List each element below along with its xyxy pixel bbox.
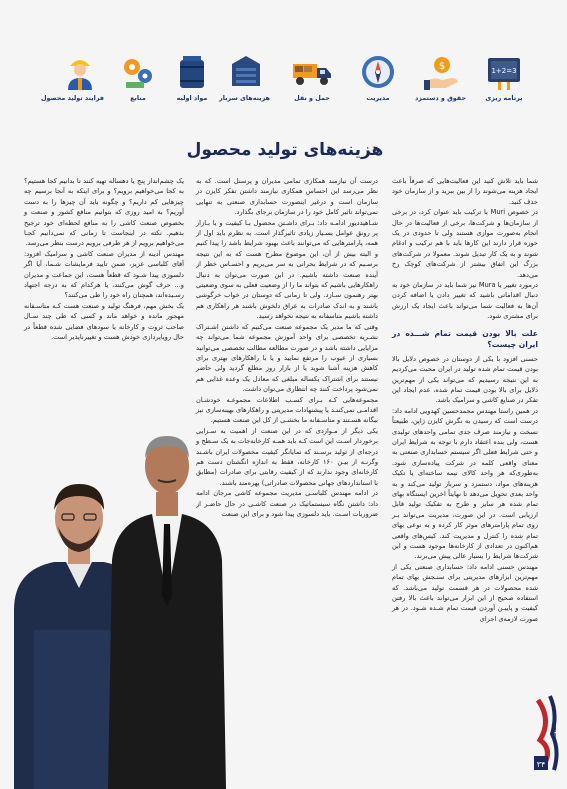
paragraph: شما باید تلاش کنید این فعالیت‌هایی که صرفاً باعث ایجاد هزینه می‌شوند را از بین ببرید و از سازمان خود حذف کنید. — [392, 177, 538, 206]
cost-stack-icon — [226, 52, 266, 92]
issue-number: ۳۴ — [536, 760, 546, 769]
icon-label: مدیریت — [366, 94, 390, 102]
icon-item-overhead — [219, 52, 270, 116]
icon-item-raw-materials — [168, 52, 216, 116]
paragraph: یک چشم‌انداز پنج یا دهساله تهیه کنند تا بدانیم کجا هستیم؟ به کجا می‌خواهیم برویم؟ و برای اینکه به آنجا برسیم چه چیزهایی کم داریم؟ و چگونه باید آن چیزها را به دست آوریم؟ به امید روزی که بتوانیم منافع کشور و صنعت و بخصوص صنعت کاشی را به منافع لحظه‌ای خود ترجیح بدهیم. نکته در اینجاست تا زمانی که نمی‌دانیم کجـا می‌خواهیم برویم از هر طرفی برویم درست بنظر می‌رسد. — [24, 177, 184, 248]
icon-item-management — [354, 52, 402, 116]
magazine-label: ماهنامه — [551, 720, 558, 740]
compass-icon — [358, 52, 398, 92]
icon-item-wages — [414, 52, 466, 116]
icon-label: منابع — [130, 94, 146, 102]
article-title-wrap — [150, 140, 420, 164]
paragraph: یک بخش مهم، فرهنگ تولید و صنعت هست کـه متاسـفانه مهجور مانده و خواهد ماند و کسی که طی چند سـال صاحب ثروت و کارخانه یا سودهای فضایی شده قطعاً در حال رویاپردازی خودش هست و تغییرناپذیر است. — [24, 301, 184, 342]
paragraph: حسنی افزود با یکی از دوستان در خصوص دلایل بالا بودن قیمت تمام شده تولید در ایران محبت می‌کردیم به این نتیجه رسیدیم که می‌تواند یکی از مهم‌ترین دلایل برای بالا بودن قیمت تمام شده، عدم ایجاد این تفکر در صنایع کاشی و سرامیک باشد. — [392, 354, 538, 405]
paragraph: در ادامه مهندس کلباسـی مدیریت مجموعه کاشی مرجان ادامه داد: داشتن نگاه سیستماتیک در صنعت کاشـی در حال حاضـر از ضروریات اسـت. باید دلسوزی پیدا شود و برای این صنعت — [196, 489, 378, 518]
barrels-icon — [174, 52, 210, 92]
icon-label: حقوق و دستمزد — [414, 94, 466, 102]
icon-label: مواد اولیه — [176, 94, 208, 102]
icon-item-production — [40, 52, 104, 116]
magazine-issue-badge — [532, 690, 562, 776]
paragraph: مجموعه‌هایی کـه بـرای کسـب اطلاعات مجموعـه خودشـان اقدامـی نمی‌کننـد یا پیشنهادات مدیریتی و راهکارهای بهینه‌سازی نیز بیگانه هسـتند و متاسـفانه ما بخشـی از کل این صنعت هستیم. — [196, 395, 378, 425]
article-title: هزینه‌های تولید محصول — [186, 140, 384, 160]
person-photo-man-in-suit — [108, 400, 226, 789]
text-column-left — [24, 176, 184, 343]
icon-label: هزینه‌های سربار — [219, 94, 270, 102]
paragraph: وقتی که ما مدیر یک مجموعه صنعت می‌کنیم که داشتن اشـتراک نشـریه تخصصی برای واحد آموزش مجموعه شما می‌تواند چه مزایایی داشته باشد و در صورت مطالعه مطالب تخصصی می‌توانید بسیاری از عیوب را مرتفع نمایید و یا با راهکارهای بهتری برای کاهش هزینه آشنا شوید یا از بازار روز مطلع گردید ولی حاضر نیستند برای اشتراک یکساله مبلغی که معادل یک وعده غذایی هم نمی‌شود پرداخت کنند چه انتظاری می‌توان داشت. — [196, 322, 378, 394]
truck-icon — [290, 52, 334, 92]
calendar-board-icon — [484, 52, 524, 92]
cost-icons-row — [40, 52, 542, 116]
icon-label: حمل و نقل — [294, 94, 330, 102]
icon-label: فرایند تولید محصول — [40, 94, 104, 102]
text-column-right — [392, 176, 538, 624]
icon-label: برنامه ریزی — [485, 94, 523, 102]
paragraph: در خصوص Muri یا ترکیب باید عنوان کرد، در برخی از سازمان‌ها و شرکت‌ها، برخی از فعالیت‌ها در حال انجام به‌صورت موازی هستند ولی تا حدودی در یک حوزه قرار دارند این کارها باید با هم ترکیب و ادغام شوند و به یک کار تبدیل شوند. معمولا در شرکت‌های بزرگ این اتفاق بیشتر از شرکت‌های کوچک رخ می‌دهد. — [392, 208, 538, 279]
icon-item-resources — [114, 52, 162, 116]
paragraph: درمورد تغییر یا Mura نیز شما باید در سازمان خود به دنبال اقداماتی باشید که تغییر دادن یا اضافه کردن آن‌ها به فعالیت شما می‌تواند باعث ایجاد یک ارزش برای مشتری شود. — [392, 281, 538, 321]
section-heading: علت بالا بودن قیمت تمام شـــده در ایران چیست؟ — [392, 328, 538, 349]
paragraph: مهندس آدینه از مدیران صنعت کاشی و سرامیک افزود: آقای کلباسی عزیز، ضمن تایید فرمایشات شـما، آیا اگر دلسوزی پیدا شـود که قطعاً هست، این جماعت و مدیران و... حرف گوش می‌کنند، یا هرکدام که به درجه اجتهاد رسـیده‌اند، همچنان راه خود را طی می‌کنند؟ — [24, 249, 184, 300]
paragraph: مهندس حسنی ادامه داد: حسابداری صنعتی یکی از مهم‌ترین ابزارهای مدیریتی برای سنـجش بهای تمام شده محصولات در هر قسمت تولید می‌باشد. که استفاده صحیح از این ابزار می‌تواند باعث بالا رفتن کیفیت و پاییـن آوردن قیمت تمام شـده شـود. در هر صورت لازمه‌ی اجرای — [392, 562, 538, 623]
svg-text:1+2=3: 1+2=3 — [491, 67, 517, 75]
icon-item-planning — [480, 52, 528, 116]
worker-icon — [60, 52, 100, 92]
paragraph: در همین راستا مهندس محمدحسین کهدویی ادامه داد: درست است که رسیدن به نگرش کایزن ژاپن، طبیعتاً نسخت و نیازمند صرف جدی تمامی واحدهای تولیدی هست، ولی بنده اعتقاد دارم با توجه به شرایط ایران و حتی شرایط فعلی اگر سیستم حسابداری صنعتی به معنای واقعی کلمه در شرکت پیاده‌سازی شود. به‌طوری‌که هر واحد کالای نیمه ساخته‌ای یا تکیک هزینه‌های مواد، دستمزد و سربار تولید می‌کند و به واحد بعدی تحویل می‌دهد تا نهایتاً اخرین ایستگاه بهای تمام شده هر سایز و طرح به تفکیک تولید قابل ارزیابی است. در این صورت، مدیریت می‌تواند بـر روی تمام پارامترهای موثر کار کرده و به نوعی بهای تمام شده را کنترل و مدیریت کند. کیس‌های واقعی هم‌اکنون در تعدادی از کارخانه‌ها موجود هست و این شرکت‌ها شرایط را بسیار عالی پیش می‌برند. — [392, 406, 538, 561]
svg-text:$: $ — [438, 61, 446, 72]
paragraph: درست آن نیازمند همکاری تمامی مدیران و پرسنل است. که به نظر می‌رسد این احساس همکاری نیازمند داشتن تفکر کایزن در سازمان است و درغیر اینصورت حسابداری صنعتی به تنهایی نمی‌تواند تاثیر کامل خود را در سازمان برجای بگذارد. — [196, 177, 378, 217]
icon-item-transport — [288, 52, 336, 116]
paragraph: یکی دیگر از مـواردی که در این صنعت از اهمیت به سـزایی برخوردار اسـت این است کـه باید همـه کارخانه‌جات به یک سـطح و درجه‌ای از تولید برسـند که نمایانگر کیفیت محصولات ایران باشـند وگرنـه از بیـن ۱۶۰ کارخانه، فقط به اندازه انگشتان دست هم کارخانه‌ای وجود ندارند که از کیفیت رقابتی برای صادرات (مطابق با استانداردهای جهانی محصولات صادراتی) بهره‌مند باشند. — [196, 426, 379, 487]
paragraph: شـاهیددیور ادامـه داد: بـرای داشـتن محصول بـا کیفیت و یا بـازار پر رونق عوامل بسـیار زیادی تاثیرگذار است. به نظرم باید اول از همه، پارامترهایی که می‌توانند باعث بهبود شرایط باشد را پیدا کنیم و البته بیش از آن، این موضوع مطرح هست که به این نتیجه برسـیم که در شرایط بحرانی به سر می‌بریم و احسـاس خطر از آینده صنعت داشته باشیم. در این صورت می‌توان به دنبال راهکارهایی باشیم که بتواند ما را از وضعیت فعلی به سوی وضعیتی بهتر رهنمون سـازد. ولی تا زمانی که دوستان در خواب خرگوشی باشند و به اندک صادرات به عراق دلخوش باشند هر راهکاری هم داشته باشیم متاسفانه به نتیجه نخواهد رسید. — [196, 218, 378, 321]
gears-money-icon — [118, 52, 158, 92]
money-hand-icon — [422, 52, 462, 92]
